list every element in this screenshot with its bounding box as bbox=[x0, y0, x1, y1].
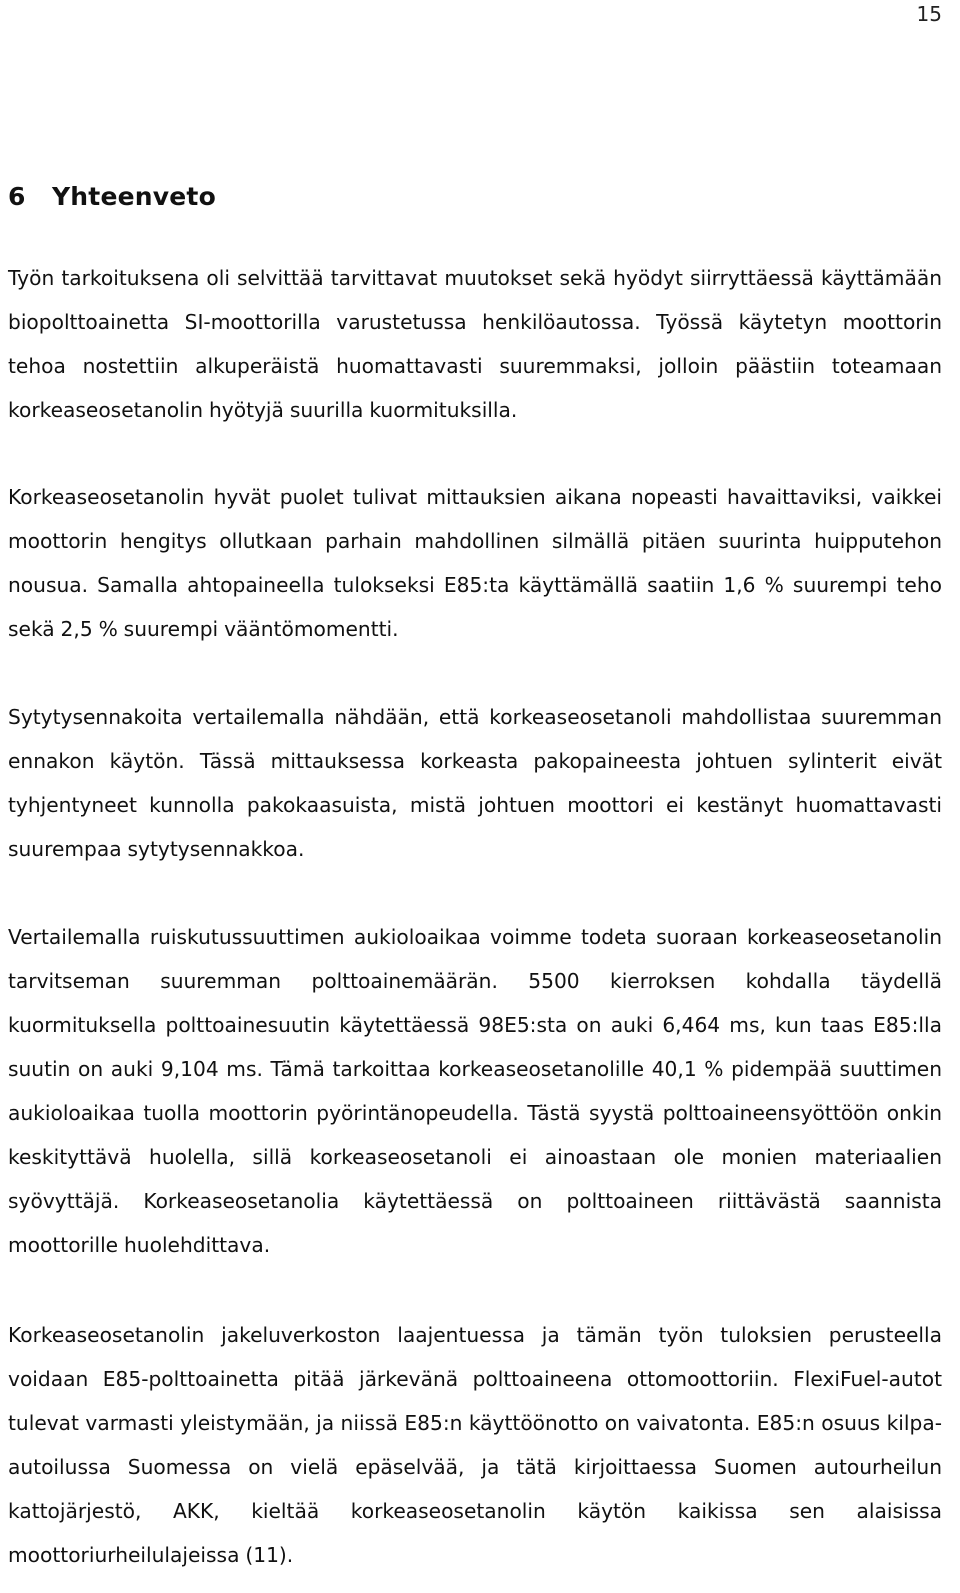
paragraph-3: Sytytysennakoita vertailemalla nähdään, että korkeaseosetanoli mahdollistaa suuremman ennakon käytön. Tässä mittauksessa korkeasta pakopaineesta johtuen sylinterit eivät tyhjentyneet kunnolla pakokaasuista, mistä johtuen moottori ei kestänyt huomattavasti suurempaa sytytysennakkoa. bbox=[8, 705, 942, 861]
paragraph-4: Vertailemalla ruiskutussuuttimen aukioloaikaa voimme todeta suoraan korkeaseosetanolin tarvitseman suuremman polttoainemäärän. 5500 kierroksen kohdalla täydellä kuormituksella polttoainesuutin käytettäessä 98E5:sta on auki 6,464 ms, kun taas E85:lla suutin on auki 9,104 ms. Tämä tarkoittaa korkeaseosetanolille 40,1 % pidempää suuttimen aukioloaikaa tuolla moottorin pyörintänopeudella. Tästä syystä polttoaineensyöttöön onkin keskityttävä huolella, sillä korkeaseosetanoli ei ainoastaan ole monien materiaalien syövyttäjä. Korkeaseosetanolia käytettäessä on polttoaineen riittävästä saannista moottorille huolehdittava. bbox=[8, 925, 942, 1257]
section-number: 6 bbox=[8, 182, 26, 211]
paragraph-2: Korkeaseosetanolin hyvät puolet tulivat mittauksien aikana nopeasti havaittaviksi, vaikkei moottorin hengitys ollutkaan parhain mahdollinen silmällä pitäen suurinta huipputehon nousua. Samalla ahtopaineella tulokseksi E85:ta käyttämällä saatiin 1,6 % suurempi teho sekä 2,5 % suurempi vääntömomentti. bbox=[8, 485, 942, 641]
page-number: 15 bbox=[916, 2, 942, 26]
section-heading bbox=[8, 182, 216, 211]
paragraph-1: Työn tarkoituksena oli selvittää tarvittavat muutokset sekä hyödyt siirryttäessä käyttämään biopolttoainetta SI-moottorilla varustetussa henkilöautossa. Työssä käytetyn moottorin tehoa nostettiin alkuperäistä huomattavasti suuremmaksi, jolloin päästiin toteamaan korkeaseosetanolin hyötyjä suurilla kuormituksilla. bbox=[8, 266, 942, 422]
paragraph-5: Korkeaseosetanolin jakeluverkoston laajentuessa ja tämän työn tuloksien perusteella voidaan E85-polttoainetta pitää järkevänä polttoaineena ottomoottoriin. FlexiFuel-autot tulevat varmasti yleistymään, ja niissä E85:n käyttöönotto on vaivatonta. E85:n osuus kilpa-autoilussa Suomessa on vielä epäselvää, ja tätä kirjoittaessa Suomen autourheilun kattojärjestö, AKK, kieltää korkeaseosetanolin käytön kaikissa sen alaisissa moottoriurheilulajeissa (11). bbox=[8, 1323, 942, 1567]
section-title: Yhteenveto bbox=[52, 182, 216, 211]
